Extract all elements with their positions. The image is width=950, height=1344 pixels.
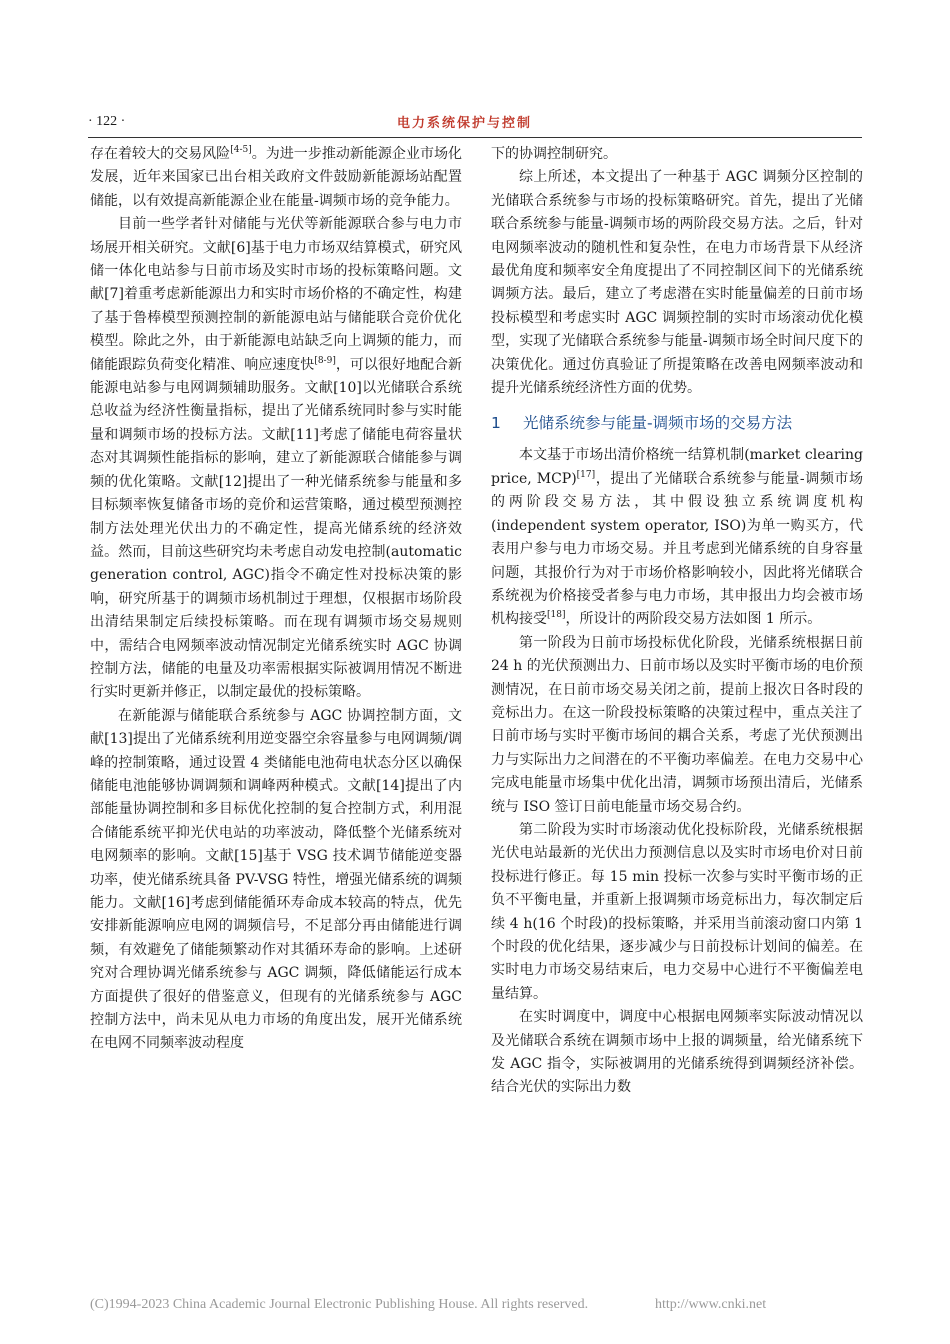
right-paragraph-4: 第二阶段为实时市场滚动优化投标阶段，光储系统根据光伏电站最新的光伏出力预测信息以及实时市场电价对日前投标进行修正。每 15 min 投标一次参与实时平衡市场的正负不平衡电量，并重新上报调频市场竞标出力，每次制定后续 4 h(16 个时段)的投标策略，并采用当前滚动窗口内第 1 个时段的优化结果，逐步减少与日前投标计划间的偏差。在实时电力市场交易结束后，电力交易中心进行不平衡偏差电量结算。	[491, 821, 863, 1002]
section-title: 光储系统参与能量-调频市场的交易方法	[523, 414, 793, 433]
page-number: · 122 ·	[88, 114, 126, 129]
left-paragraph-1: 存在着较大的交易风险[4-5]。为进一步推动新能源企业市场化发展，近年来国家已出台相关政府文件鼓励新能源场站配置储能，以有效提高新能源企业在能量-调频市场的竞争能力。	[90, 145, 463, 209]
right-paragraph-3: 第一阶段为日前市场投标优化阶段，光储系统根据日前 24 h 的光伏预测出力、日前市场以及实时平衡市场的电价预测情况，在日前市场交易关闭之前，提前上报次日各时段的竞标出力。在这一阶段投标策略的决策过程中，重点关注了日前市场与实时平衡市场间的耦合关系，考虑了光伏预测出力与实际出力之间潜在的不平衡功率偏差。在电力交易中心完成电能量市场集中优化出清，调频市场预出清后，光储系统与 ISO 签订日前电能量市场交易合约。	[491, 634, 863, 815]
copyright-notice: (C)1994-2023 China Academic Journal Electronic Publishing House. All rights reserved.	[90, 1297, 589, 1312]
citation[interactable]: [18]	[547, 610, 566, 621]
journal-title: 电力系统保护与控制	[396, 116, 532, 131]
page-header	[88, 110, 862, 136]
section-number: 1	[491, 414, 501, 433]
right-paragraph-5: 在实时调度中，调度中心根据电网频率实际波动情况以及光储联合系统在调频市场中上报的调频量，给光储系统下发 AGC 指令，实际被调用的光储系统得到调频经济补偿。结合光伏的实际出力数	[491, 1009, 863, 1096]
citation[interactable]: [8-9]	[314, 355, 336, 366]
footer-url[interactable]: http://www.cnki.net	[655, 1297, 767, 1312]
citation[interactable]: [17]	[576, 469, 596, 480]
right-paragraph-0: 下的协调控制研究。	[491, 146, 617, 162]
citation[interactable]: [4-5]	[230, 145, 252, 155]
section-heading	[491, 411, 863, 435]
left-paragraph-3: 在新能源与储能联合系统参与 AGC 协调控制方面，文献[13]提出了光储系统利用逆变器空余容量参与电网调频/调峰的控制策略，通过设置 4 类储能电池荷电状态分区以确保储能电池能够协调调频和调峰两种模式。文献[14]提出了内部能量协调控制和多目标优化控制的复合控制方式，利用混合储能系统平抑光伏电站的功率波动，降低整个光储系统对电网频率的影响。文献[15]基于 VSG 技术调节储能逆变器功率，使光储系统具备 PV-VSG 特性，增强光储系统的调频能力。文献[16]考虑到储能循环寿命成本较高的特点，优先安排新能源响应电网的调频信号，不足部分再由储能进行调频，有效避免了储能频繁动作对其循环寿命的影响。上述研究对合理协调光储系统参与 AGC 调频，降低储能运行成本方面提供了很好的借鉴意义，但现有的光储系统参与 AGC 控制方法中，尚未见从电力市场的角度出发，展开光储系统在电网不同频率波动程度	[90, 707, 462, 1052]
right-paragraph-2: 本文基于市场出清价格统一结算机制(market clearing price, MCP)[17]，提出了光储联合系统参与能量-调频市场的两阶段交易方法，其中假设独立系统调度机构(independent system operator, ISO)为单一购买方，代表用户参与电力市场交易。并且考虑到光储系统的自身容量问题，其报价行为对于市场价格影响较小，因此将光储联合系统视为价格接受者参与电力市场，其申报出力均会被市场机构接受[18]，所设计的两阶段交易方法如图 1 所示。	[491, 447, 863, 628]
left-paragraph-2: 目前一些学者针对储能与光伏等新能源联合参与电力市场展开相关研究。文献[6]基于电力市场双结算模式，研究风储一体化电站参与日前市场及实时市场的投标策略问题。文献[7]着重考虑新能源出力和实时市场价格的不确定性，构建了基于鲁棒模型预测控制的新能源电站与储能联合竞价优化模型。除此之外，由于新能源电站缺乏向上调频的能力，而储能跟踪负荷变化精准、响应速度快[8-9]，可以很好地配合新能源电站参与电网调频辅助服务。文献[10]以光储联合系统总收益为经济性衡量指标，提出了光储系统同时参与实时能量和调频市场的投标方法。文献[11]考虑了储能电荷容量状态对其调频性能指标的影响，建立了新能源联合储能参与调频的优化策略。文献[12]提出了一种光储系统参与能量和多目标频率恢复储备市场的竞价和运营策略，通过模型预测控制方法处理光伏出力的不确定性，提高光储系统的经济效益。然而，目前这些研究均未考虑自动发电控制(automatic generation control, AGC)指令不确定性对投标决策的影响，研究所基于的调频市场机制过于理想，仅根据市场阶段出清结果制定后续投标策略。而在现有调频市场交易规则中，需结合电网频率波动情况制定光储系统实时 AGC 协调控制方法，储能的电量及功率需根据实际被调用情况不断进行实时更新并修正，以制定最优的投标策略。	[90, 216, 463, 701]
right-column	[491, 143, 863, 1100]
page-footer	[90, 1297, 870, 1313]
right-paragraph-1: 综上所述，本文提出了一种基于 AGC 调频分区控制的光储联合系统参与市场的投标策略研究。首先，提出了光储联合系统参与能量-调频市场的两阶段交易方法。之后，针对电网频率波动的随机性和复杂性，在电力市场背景下从经济最优角度和频率安全角度提出了不同控制区间下的光储系统调频方法。最后，建立了考虑潜在实时能量偏差的日前市场投标模型和考虑实时 AGC 调频控制的实时市场滚动优化模型，实现了光储联合系统参与能量-调频市场全时间尺度下的决策优化。通过仿真验证了所提策略在改善电网频率波动和提升光储系统经济性方面的优势。	[491, 169, 863, 397]
left-column	[90, 143, 462, 1056]
header-rule	[88, 137, 862, 138]
